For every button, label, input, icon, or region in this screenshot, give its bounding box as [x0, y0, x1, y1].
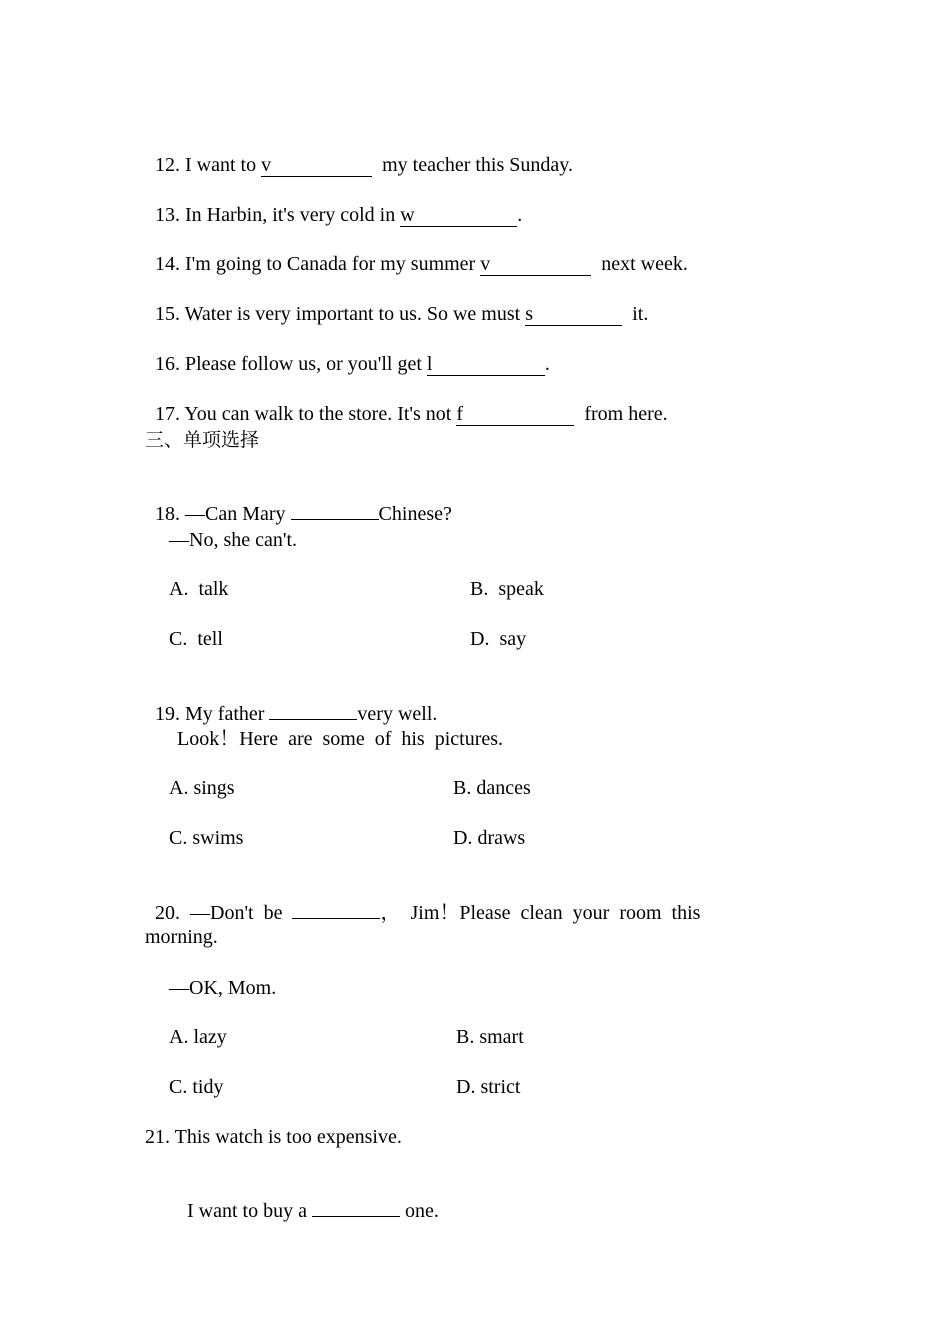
answer-blank: s [525, 303, 622, 326]
q19-line2: Look！Here are some of his pictures. [177, 728, 504, 750]
q21-line2: I want to buy a one. [187, 1200, 439, 1222]
q20-option-b: B. smart [456, 1026, 524, 1048]
q18-option-d: D. say [470, 628, 527, 650]
question-20: 20. —Don't be ， Jim！Please clean your room this [155, 902, 701, 924]
answer-blank: v [261, 154, 372, 177]
q20-reply: —OK, Mom. [169, 977, 277, 999]
answer-blank [292, 900, 380, 919]
q18-reply: —No, she can't. [169, 529, 298, 551]
answer-blank [269, 701, 357, 720]
q19-option-c: C. swims [169, 827, 244, 849]
question-19: 19. My father very well. [155, 703, 438, 725]
question-21: 21. This watch is too expensive. [145, 1126, 402, 1148]
q18-option-a: A. talk [169, 578, 229, 600]
q20-option-c: C. tidy [169, 1076, 224, 1098]
q18-option-c: C. tell [169, 628, 223, 650]
answer-blank [312, 1198, 400, 1217]
answer-blank: l [427, 353, 545, 376]
question-18: 18. —Can Mary Chinese? [155, 503, 452, 525]
q20-line2: morning. [145, 926, 218, 948]
answer-blank: w [400, 204, 517, 227]
section-title: 三、单项选择 [145, 429, 260, 451]
question-12: 12. I want to v my teacher this Sunday. [155, 154, 573, 176]
q19-option-d: D. draws [453, 827, 526, 849]
question-17: 17. You can walk to the store. It's not f from here. [155, 403, 668, 425]
q18-option-b: B. speak [470, 578, 544, 600]
question-15: 15. Water is very important to us. So we must s it. [155, 303, 649, 325]
answer-blank: v [480, 253, 591, 276]
q19-option-b: B. dances [453, 777, 531, 799]
q19-option-a: A. sings [169, 777, 235, 799]
answer-blank [291, 501, 379, 520]
question-13: 13. In Harbin, it's very cold in w . [155, 204, 523, 226]
question-14: 14. I'm going to Canada for my summer v next week. [155, 253, 688, 275]
answer-blank: f [456, 403, 574, 426]
question-16: 16. Please follow us, or you'll get l . [155, 353, 550, 375]
q20-option-d: D. strict [456, 1076, 521, 1098]
q20-option-a: A. lazy [169, 1026, 227, 1048]
